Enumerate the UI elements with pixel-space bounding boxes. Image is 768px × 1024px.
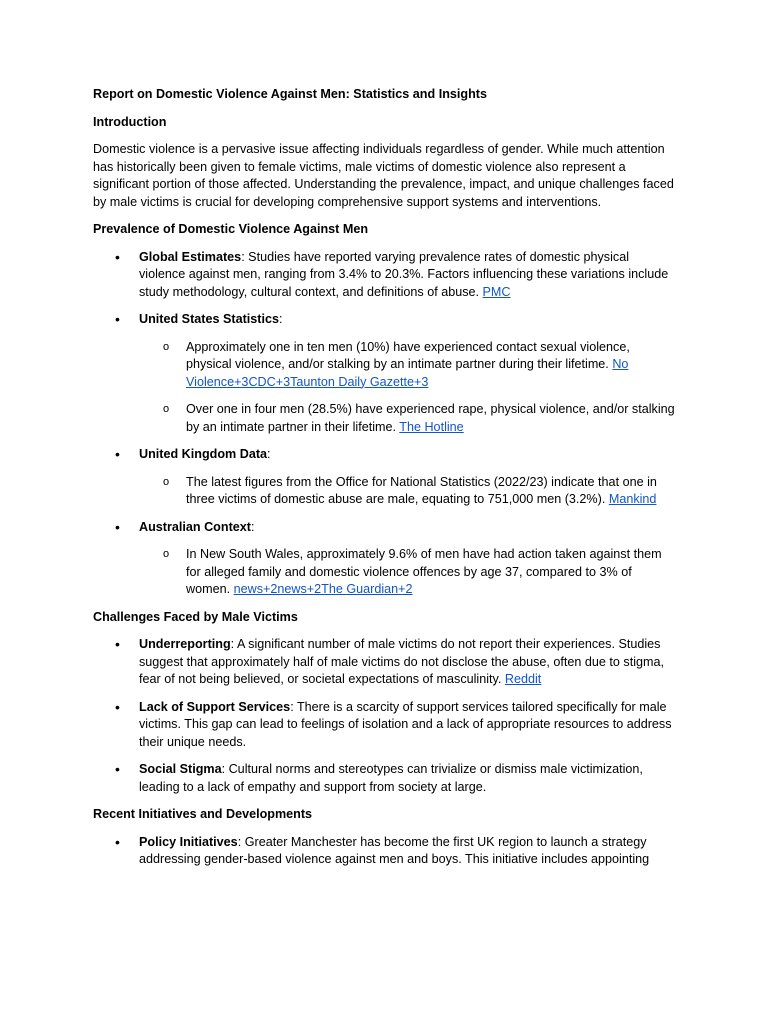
list-item-policy-initiatives	[93, 834, 678, 869]
section-heading-challenges: Challenges Faced by Male Victims	[93, 609, 298, 624]
list-item-underreporting	[93, 636, 678, 689]
item-label: Australian Context	[139, 519, 251, 534]
uk-sublist	[139, 474, 678, 509]
sublist-item	[93, 401, 678, 436]
document-body	[93, 86, 678, 879]
item-suffix: :	[250, 519, 255, 534]
item-text: Approximately one in ten men (10%) have experienced contact sexual violence, physical violence, and/or stalking by an intimate partner during their lifetime.	[186, 339, 630, 371]
source-link-mankind[interactable]: Mankind	[608, 492, 657, 506]
list-item-australian-context	[93, 519, 678, 599]
sublist-item	[93, 339, 678, 392]
source-link-hotline[interactable]: The Hotline	[399, 419, 464, 434]
source-link-guardian[interactable]: news+2news+2The Guardian+2	[233, 582, 413, 596]
item-text: : There is a scarcity of support services tailored specifically for male victims. This gap can lead to feelings of isolation and a lack of appropriate resources to address their unique needs.	[139, 699, 672, 749]
challenges-list	[93, 636, 678, 796]
item-suffix: :	[278, 312, 283, 326]
au-sublist	[139, 546, 678, 599]
item-text: : Greater Manchester has become the first UK region to launch a strategy addressing gender-based violence against men and boys. This initiative includes appointing	[139, 834, 650, 866]
introduction-paragraph: Domestic violence is a pervasive issue affecting individuals regardless of gender. While much attention has historically been given to female victims, male victims of domestic violence also represent a significant portion of those affected. Understanding the prevalence, impact, and unique challenges faced by male victims is crucial for developing comprehensive support systems and interventions.	[93, 142, 674, 209]
list-item-global-estimates	[93, 249, 678, 302]
item-label: United States Statistics	[139, 312, 279, 326]
item-text: : A significant number of male victims do not report their experiences. Studies suggest that approximately half of male victims do not disclose the abuse, often due to stigma, fear of not being believed, or societal expectations of masculinity.	[139, 637, 665, 686]
source-link-reddit[interactable]: Reddit	[504, 672, 542, 686]
list-item-social-stigma	[93, 761, 678, 796]
source-link-cdc[interactable]: No Violence+3CDC+3Taunton Daily Gazette+3	[186, 357, 629, 389]
initiatives-list	[93, 834, 678, 869]
item-text: Over one in four men (28.5%) have experienced rape, physical violence, and/or stalking by an intimate partner in their lifetime.	[186, 402, 675, 434]
item-label: Policy Initiatives	[139, 834, 238, 849]
item-label: United Kingdom Data	[139, 447, 268, 461]
sublist-item	[93, 546, 678, 599]
item-label: Underreporting	[139, 637, 231, 651]
item-label: Global Estimates	[139, 249, 242, 264]
source-link-pmc[interactable]: PMC	[482, 284, 511, 299]
item-text: : Cultural norms and stereotypes can trivialize or dismiss male victimization, leading to a lack of empathy and support from society at large.	[139, 762, 643, 794]
item-label: Lack of Support Services	[139, 699, 291, 714]
us-sublist	[139, 339, 678, 437]
section-heading-introduction: Introduction	[93, 114, 167, 129]
list-item-lack-of-support	[93, 699, 678, 752]
item-suffix: :	[267, 447, 271, 461]
section-heading-prevalence: Prevalence of Domestic Violence Against Men	[93, 222, 369, 236]
item-text: The latest figures from the Office for National Statistics (2022/23) indicate that one in three victims of domestic abuse are male, equating to 751,000 men (3.2%).	[186, 474, 657, 506]
sublist-item	[93, 474, 678, 509]
report-title: Report on Domestic Violence Against Men: Statistics and Insights	[93, 87, 487, 101]
list-item-uk-data	[93, 446, 678, 509]
item-label: Social Stigma	[139, 762, 222, 776]
prevalence-list	[93, 249, 678, 599]
item-text: In New South Wales, approximately 9.6% of men have had action taken against them for alleged family and domestic violence offences by age 37, compared to 3% of women.	[186, 547, 662, 596]
list-item-us-statistics	[93, 311, 678, 436]
section-heading-initiatives: Recent Initiatives and Developments	[93, 807, 313, 821]
item-text: : Studies have reported varying prevalence rates of domestic physical violence against men, ranging from 3.4% to 20.3%. Factors influencing these variations include study methodology, cultural context, and definitions of abuse.	[139, 249, 669, 299]
